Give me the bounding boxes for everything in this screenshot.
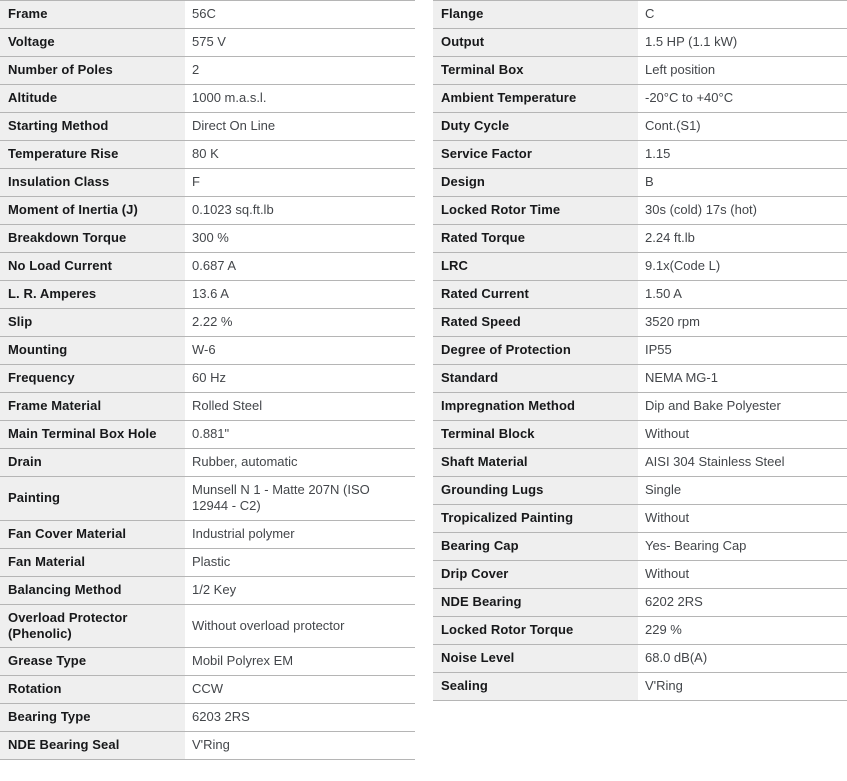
row-value: 1.5 HP (1.1 kW)	[638, 29, 847, 56]
row-value: 13.6 A	[185, 281, 415, 308]
row-label: Flange	[433, 1, 638, 28]
table-row	[0, 141, 415, 169]
row-value: 3520 rpm	[638, 309, 847, 336]
table-row	[433, 673, 847, 701]
spec-table-right	[433, 0, 847, 701]
table-row	[0, 57, 415, 85]
row-value: 2.22 %	[185, 309, 415, 336]
row-value: 1000 m.a.s.l.	[185, 85, 415, 112]
table-row	[0, 577, 415, 605]
table-row	[433, 253, 847, 281]
row-label: NDE Bearing Seal	[0, 732, 185, 759]
table-row	[433, 617, 847, 645]
row-value: 56C	[185, 1, 415, 28]
table-row	[0, 85, 415, 113]
row-value: 229 %	[638, 617, 847, 644]
table-row	[0, 648, 415, 676]
row-label: Standard	[433, 365, 638, 392]
row-value: -20°C to +40°C	[638, 85, 847, 112]
table-row	[0, 549, 415, 577]
row-label: Shaft Material	[433, 449, 638, 476]
table-row	[433, 85, 847, 113]
row-label: Rated Current	[433, 281, 638, 308]
row-label: Temperature Rise	[0, 141, 185, 168]
table-row	[433, 281, 847, 309]
row-value: Dip and Bake Polyester	[638, 393, 847, 420]
table-row	[433, 169, 847, 197]
row-value: 0.1023 sq.ft.lb	[185, 197, 415, 224]
row-label: NDE Bearing	[433, 589, 638, 616]
row-label: Degree of Protection	[433, 337, 638, 364]
row-value: 2	[185, 57, 415, 84]
row-label: Rated Torque	[433, 225, 638, 252]
row-value: W-6	[185, 337, 415, 364]
row-value: Rolled Steel	[185, 393, 415, 420]
row-value: Munsell N 1 - Matte 207N (ISO 12944 - C2)	[185, 477, 415, 520]
row-value: Without	[638, 561, 847, 588]
row-label: Ambient Temperature	[433, 85, 638, 112]
table-row	[433, 477, 847, 505]
table-row	[0, 521, 415, 549]
row-label: L. R. Amperes	[0, 281, 185, 308]
row-label: Grounding Lugs	[433, 477, 638, 504]
table-row	[0, 732, 415, 760]
row-value: 80 K	[185, 141, 415, 168]
row-value: 1.50 A	[638, 281, 847, 308]
row-value: 0.881"	[185, 421, 415, 448]
row-value: Plastic	[185, 549, 415, 576]
row-value: 6202 2RS	[638, 589, 847, 616]
row-label: Service Factor	[433, 141, 638, 168]
row-value: IP55	[638, 337, 847, 364]
table-row	[433, 113, 847, 141]
row-label: Frame Material	[0, 393, 185, 420]
row-value: Without overload protector	[185, 605, 415, 648]
row-label: Sealing	[433, 673, 638, 700]
table-row	[0, 29, 415, 57]
row-value: F	[185, 169, 415, 196]
table-row	[433, 533, 847, 561]
row-label: LRC	[433, 253, 638, 280]
row-label: Terminal Block	[433, 421, 638, 448]
row-label: Balancing Method	[0, 577, 185, 604]
row-label: Altitude	[0, 85, 185, 112]
table-row	[0, 253, 415, 281]
row-label: Bearing Type	[0, 704, 185, 731]
table-row	[0, 421, 415, 449]
table-row	[0, 1, 415, 29]
row-value: V'Ring	[638, 673, 847, 700]
row-label: Locked Rotor Torque	[433, 617, 638, 644]
row-value: Cont.(S1)	[638, 113, 847, 140]
row-label: Mounting	[0, 337, 185, 364]
row-label: Bearing Cap	[433, 533, 638, 560]
row-label: Fan Material	[0, 549, 185, 576]
row-value: Left position	[638, 57, 847, 84]
row-label: Frame	[0, 1, 185, 28]
spec-table-left	[0, 0, 415, 760]
row-label: Rated Speed	[433, 309, 638, 336]
table-row	[0, 477, 415, 521]
row-value: NEMA MG-1	[638, 365, 847, 392]
row-label: No Load Current	[0, 253, 185, 280]
table-row	[433, 29, 847, 57]
table-row	[0, 337, 415, 365]
row-value: 575 V	[185, 29, 415, 56]
row-label: Overload Protector (Phenolic)	[0, 605, 185, 648]
row-label: Drip Cover	[433, 561, 638, 588]
row-value: 300 %	[185, 225, 415, 252]
row-value: 2.24 ft.lb	[638, 225, 847, 252]
table-row	[0, 365, 415, 393]
row-label: Grease Type	[0, 648, 185, 675]
row-value: 60 Hz	[185, 365, 415, 392]
row-value: 68.0 dB(A)	[638, 645, 847, 672]
table-row	[433, 225, 847, 253]
row-value: 0.687 A	[185, 253, 415, 280]
row-value: Single	[638, 477, 847, 504]
table-row	[0, 605, 415, 649]
table-row	[0, 676, 415, 704]
row-label: Voltage	[0, 29, 185, 56]
table-row	[0, 169, 415, 197]
row-value: Mobil Polyrex EM	[185, 648, 415, 675]
row-label: Noise Level	[433, 645, 638, 672]
row-value: 1/2 Key	[185, 577, 415, 604]
table-row	[433, 197, 847, 225]
row-value: AISI 304 Stainless Steel	[638, 449, 847, 476]
row-label: Impregnation Method	[433, 393, 638, 420]
table-row	[433, 141, 847, 169]
table-row	[433, 337, 847, 365]
row-label: Number of Poles	[0, 57, 185, 84]
row-value: Rubber, automatic	[185, 449, 415, 476]
row-value: Direct On Line	[185, 113, 415, 140]
table-row	[433, 449, 847, 477]
table-row	[433, 645, 847, 673]
row-label: Duty Cycle	[433, 113, 638, 140]
row-value: 1.15	[638, 141, 847, 168]
row-label: Tropicalized Painting	[433, 505, 638, 532]
row-value: C	[638, 1, 847, 28]
table-row	[0, 704, 415, 732]
row-label: Painting	[0, 477, 185, 520]
table-row	[0, 281, 415, 309]
row-label: Design	[433, 169, 638, 196]
table-row	[0, 113, 415, 141]
table-row	[433, 309, 847, 337]
row-label: Moment of Inertia (J)	[0, 197, 185, 224]
row-value: B	[638, 169, 847, 196]
row-value: Industrial polymer	[185, 521, 415, 548]
table-row	[0, 449, 415, 477]
row-label: Breakdown Torque	[0, 225, 185, 252]
table-row	[433, 505, 847, 533]
row-label: Starting Method	[0, 113, 185, 140]
row-label: Terminal Box	[433, 57, 638, 84]
table-row	[433, 393, 847, 421]
row-label: Insulation Class	[0, 169, 185, 196]
row-label: Drain	[0, 449, 185, 476]
row-value: CCW	[185, 676, 415, 703]
table-row	[433, 365, 847, 393]
row-value: Without	[638, 421, 847, 448]
table-row	[433, 421, 847, 449]
table-row	[0, 309, 415, 337]
row-value: Yes- Bearing Cap	[638, 533, 847, 560]
row-value: 30s (cold) 17s (hot)	[638, 197, 847, 224]
table-row	[433, 1, 847, 29]
row-value: 9.1x(Code L)	[638, 253, 847, 280]
row-value: Without	[638, 505, 847, 532]
row-label: Locked Rotor Time	[433, 197, 638, 224]
row-label: Main Terminal Box Hole	[0, 421, 185, 448]
row-value: V'Ring	[185, 732, 415, 759]
table-row	[0, 225, 415, 253]
row-label: Fan Cover Material	[0, 521, 185, 548]
row-label: Output	[433, 29, 638, 56]
table-row	[433, 57, 847, 85]
row-value: 6203 2RS	[185, 704, 415, 731]
row-label: Slip	[0, 309, 185, 336]
table-row	[0, 393, 415, 421]
table-row	[433, 561, 847, 589]
row-label: Frequency	[0, 365, 185, 392]
row-label: Rotation	[0, 676, 185, 703]
table-row	[0, 197, 415, 225]
table-row	[433, 589, 847, 617]
